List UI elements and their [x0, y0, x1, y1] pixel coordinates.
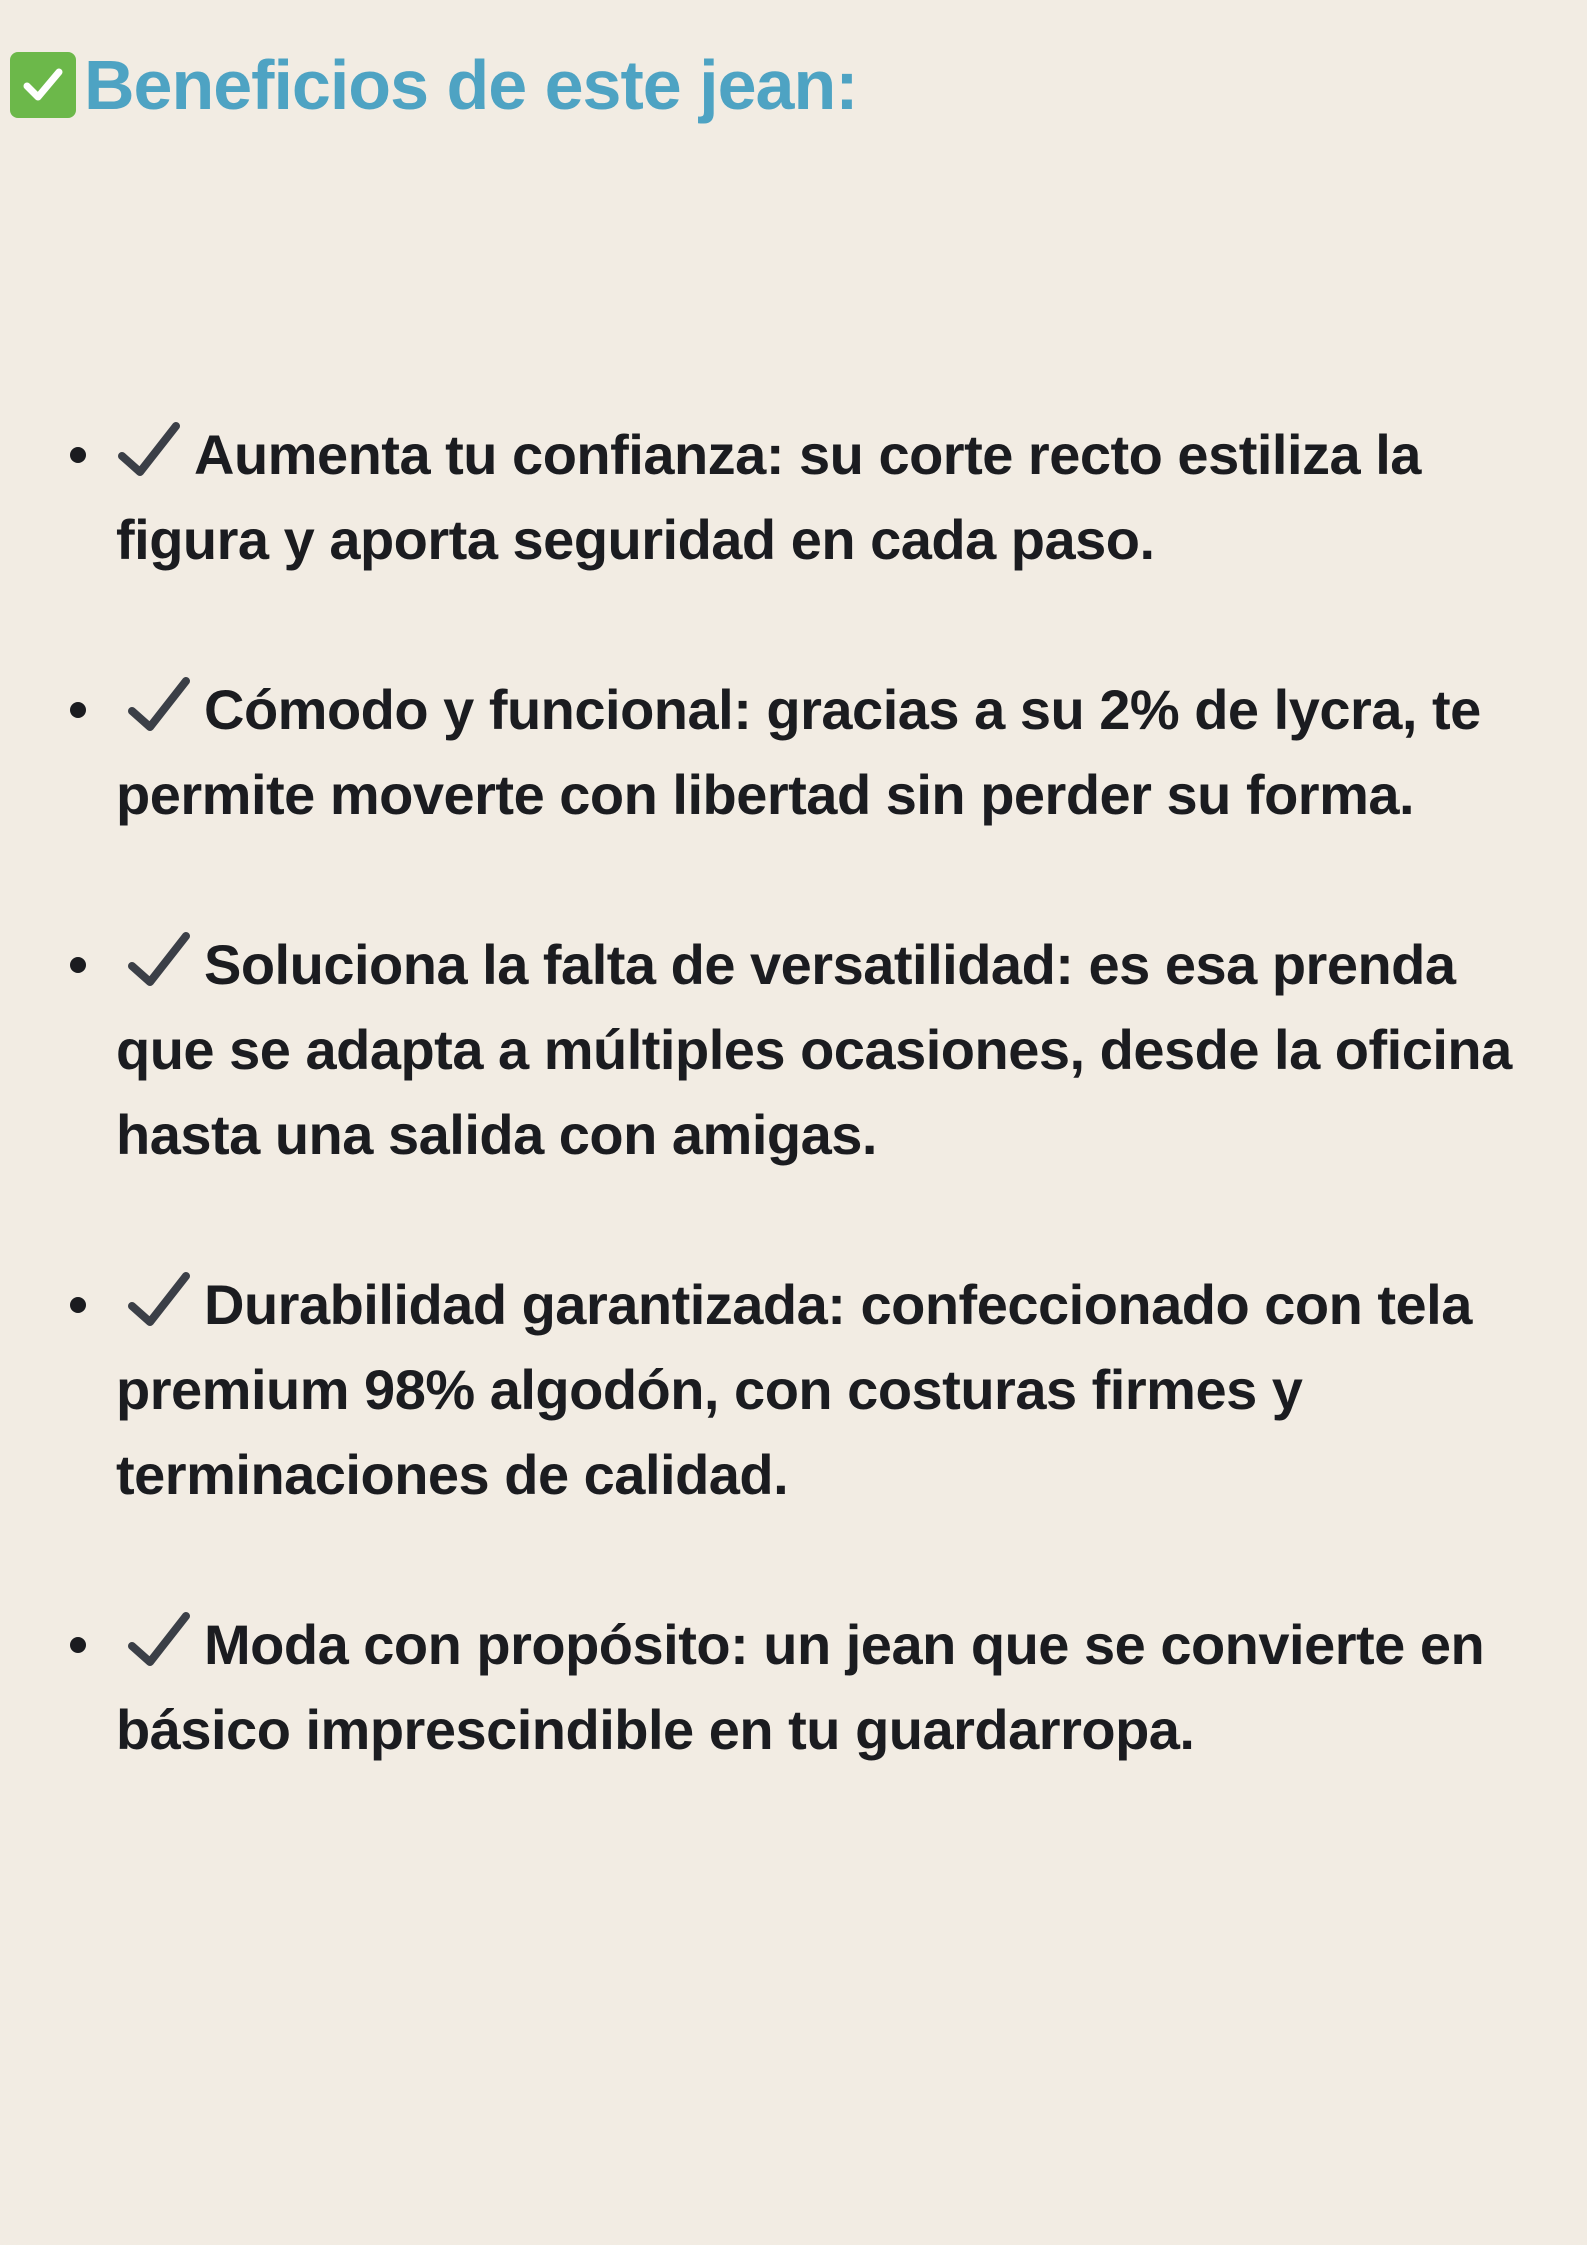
check-mark-icon	[116, 420, 182, 480]
benefit-text: Cómodo y funcional: gracias a su 2% de lycra, te permite moverte con libertad sin perder su forma.	[116, 678, 1481, 826]
benefit-item	[0, 667, 1587, 837]
benefit-text: Soluciona la falta de versatilidad: es esa prenda que se adapta a múltiples ocasiones, desde la oficina hasta una salida con amigas.	[116, 933, 1512, 1166]
bullet-icon	[70, 1637, 86, 1653]
benefit-text: Aumenta tu confianza: su corte recto estiliza la figura y aporta seguridad en cada paso.	[116, 423, 1421, 571]
bullet-icon	[70, 1297, 86, 1313]
benefit-item	[0, 1602, 1587, 1772]
benefit-text: Durabilidad garantizada: confeccionado con tela premium 98% algodón, con costuras firmes y terminaciones de calidad.	[116, 1273, 1472, 1506]
check-mark-icon	[126, 1610, 192, 1670]
check-mark-icon	[126, 930, 192, 990]
bullet-icon	[70, 447, 86, 463]
benefit-text: Moda con propósito: un jean que se convierte en básico imprescindible en tu guardarropa.	[116, 1613, 1485, 1761]
bullet-icon	[70, 957, 86, 973]
benefits-list	[0, 412, 1587, 1857]
check-mark-icon	[126, 1270, 192, 1330]
heading	[10, 40, 858, 130]
benefit-item	[0, 1262, 1587, 1517]
heading-title: Beneficios de este jean:	[84, 46, 858, 124]
bullet-icon	[70, 702, 86, 718]
benefit-item	[0, 412, 1587, 582]
benefit-item	[0, 922, 1587, 1177]
check-mark-icon	[126, 675, 192, 735]
check-box-icon	[10, 52, 76, 118]
